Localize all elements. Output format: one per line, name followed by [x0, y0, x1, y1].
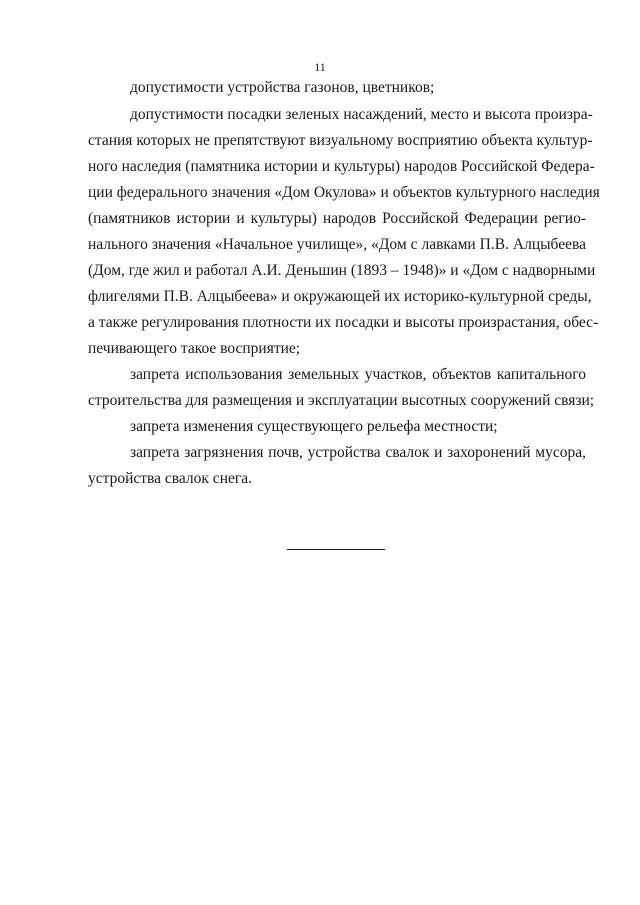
paragraph-line: нального значения «Начальное училище», «Дом с лавками П.В. Алцыбеева [88, 236, 586, 253]
paragraph-line: стания которых не препятствуют визуальному восприятию объекта культур- [88, 132, 593, 149]
paragraph-line: допустимости устройства газонов, цветников; [130, 79, 435, 96]
paragraph-line: запрета изменения существующего рельефа местности; [130, 418, 498, 435]
paragraph-line: печивающего такое восприятие; [88, 340, 301, 357]
paragraph-line: запрета использования земельных участков, объектов капитального [130, 366, 586, 383]
paragraph-line: (Дом, где жил и работал А.И. Деньшин (1893 – 1948)» и «Дом с надворными [88, 262, 596, 279]
paragraph-line: ции федерального значения «Дом Окулова» и объектов культурного наследия [88, 184, 600, 201]
page-number: 11 [314, 60, 326, 74]
paragraph-line: устройства свалок снега. [88, 470, 252, 487]
paragraph-line: (памятников истории и культуры) народов Российской Федерации регио- [88, 210, 586, 227]
paragraph-line: допустимости посадки зеленых насаждений, место и высота произра- [130, 106, 593, 123]
paragraph-line: ного наследия (памятника истории и культуры) народов Российской Федера- [88, 158, 595, 175]
paragraph-line: а также регулирования плотности их посадки и высоты произрастания, обес- [88, 314, 599, 331]
paragraph-line: запрета загрязнения почв, устройства свалок и захоронений мусора, [130, 444, 586, 461]
paragraph-line: флигелями П.В. Алцыбеева» и окружающей их историко-культурной среды, [88, 288, 592, 305]
paragraph-line: строительства для размещения и эксплуатации высотных сооружений связи; [88, 392, 595, 409]
separator-line [287, 549, 385, 550]
